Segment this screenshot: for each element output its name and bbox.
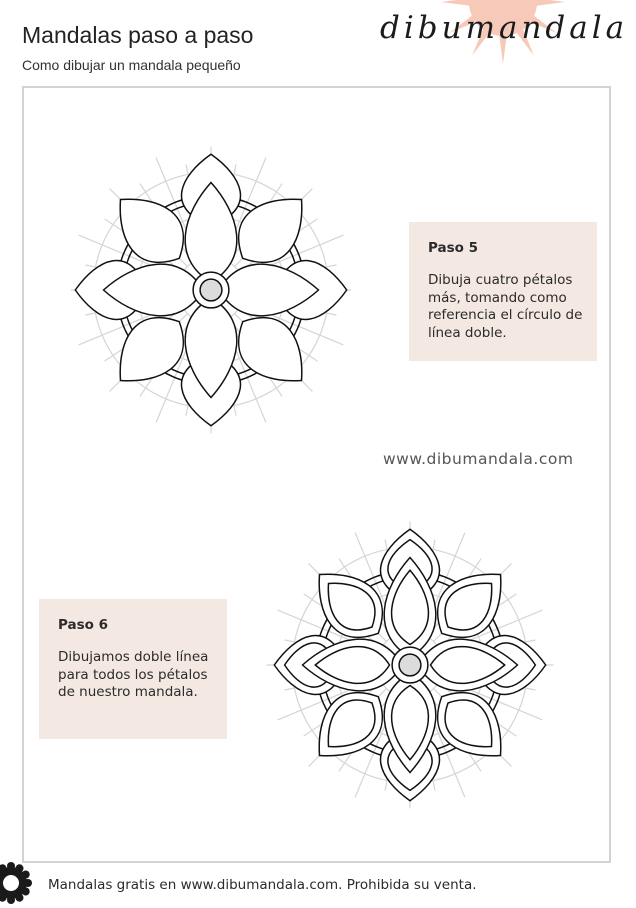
step5-title: Paso 5 [428, 240, 583, 256]
page-title: Mandalas paso a paso [22, 22, 253, 49]
mandala-step5-illustration [71, 128, 351, 452]
page-subtitle: Como dibujar un mandala pequeño [22, 57, 241, 73]
step6-info-box [39, 599, 227, 739]
site-url[interactable]: www.dibumandala.com [383, 450, 573, 468]
mandala-gear-icon [0, 858, 36, 908]
brand-logo[interactable] [366, 0, 636, 78]
step5-text: Dibuja cuatro pétalos más, tomando como referencia el círculo de línea doble. [428, 272, 583, 342]
outer-petal [120, 199, 183, 262]
logo-sun-ray [533, 0, 565, 6]
outer-petal [120, 318, 183, 381]
outer-petal [239, 318, 302, 381]
step6-title: Paso 6 [58, 617, 213, 633]
outer-petal [239, 199, 302, 262]
gear-hole [3, 875, 19, 891]
mandala-step6-illustration [250, 502, 570, 828]
footer-text: Mandalas gratis en www.dibumandala.com. Prohibida su venta. [48, 877, 477, 893]
center-dot [399, 654, 421, 676]
center-dot [200, 279, 222, 301]
logo-sun-ray [441, 0, 473, 6]
step5-info-box [409, 222, 597, 361]
step6-text: Dibujamos doble línea para todos los pétalos de nuestro mandala. [58, 649, 213, 702]
brand-logo-text: dibumandala [380, 10, 628, 46]
